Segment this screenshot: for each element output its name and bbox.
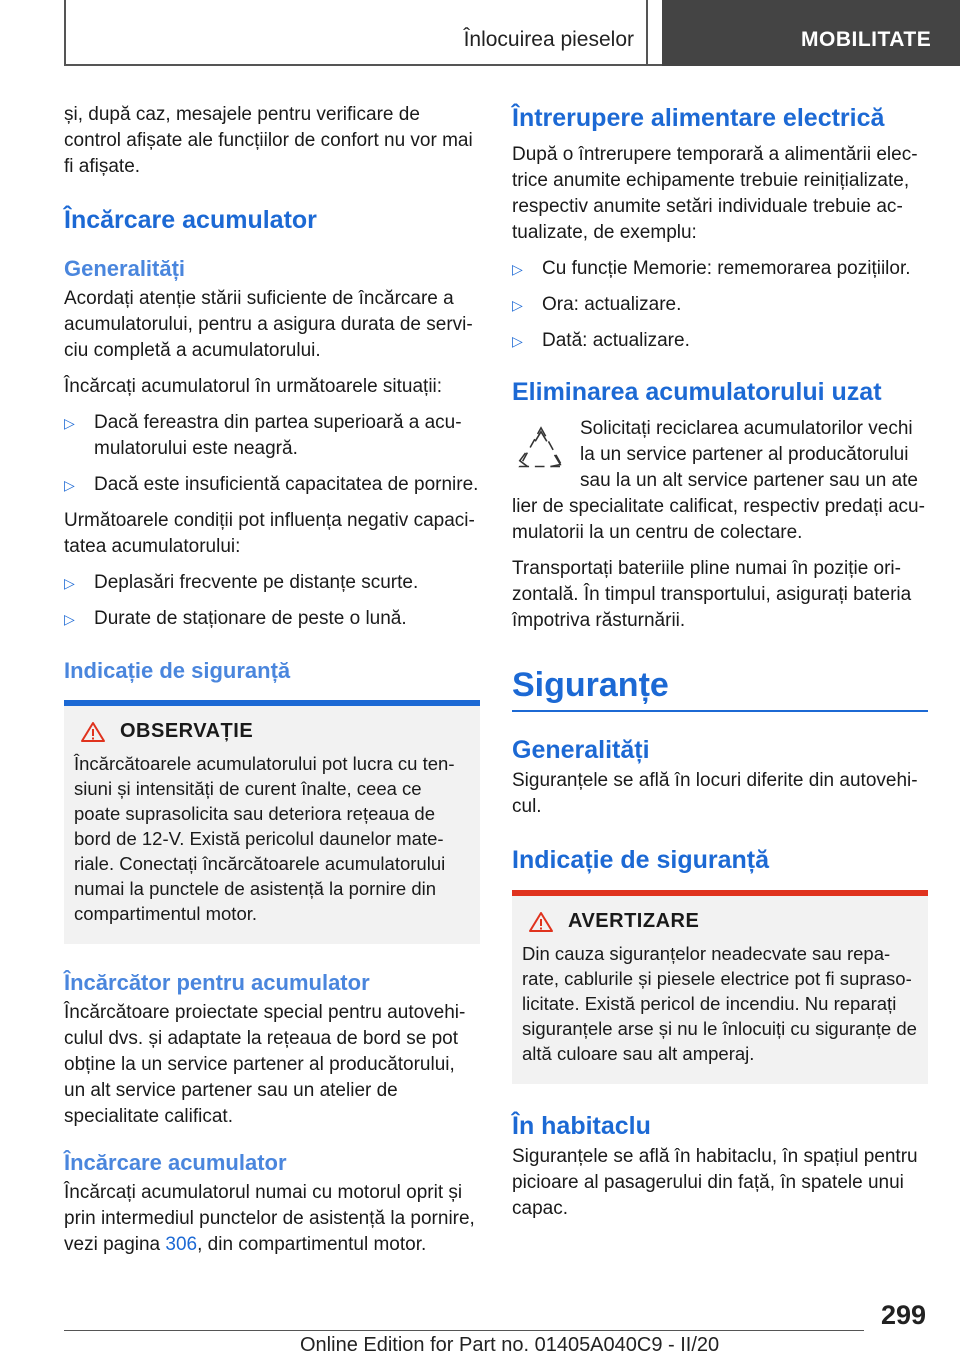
list-item: ▷ Dacă fereastra din partea superioară a acumulatorului este neagră.	[64, 412, 462, 459]
heading-fuses-safety: Indicație de siguranță	[512, 846, 770, 874]
chapter-tab	[64, 0, 648, 64]
recycle-icon	[512, 422, 570, 480]
triangle-bullet-icon: ▷	[64, 477, 75, 493]
chapter-tab-label: Înlocuirea pieselor	[463, 28, 634, 51]
paragraph-disposal-icon: Solicitați reciclarea acumulatorilor vechi la un service partener al producătorului sau la un alt service partener sau un ate	[580, 418, 918, 491]
heading-cabin: În habitaclu	[512, 1112, 651, 1140]
paragraph-situations: Încărcați acumulatorul în următoarele situații:	[64, 376, 443, 397]
paragraph-power: După o întrerupere temporară a alimentării electrice anumite echipamente trebuie reinițializate, respectiv anumite setări individuale trebuie actualizate, de exemplu:	[512, 144, 918, 243]
heading-safety: Indicație de siguranță	[64, 658, 291, 683]
triangle-bullet-icon: ▷	[64, 415, 75, 431]
section-tab	[662, 0, 960, 66]
warning-box	[512, 896, 928, 1084]
notice-title: OBSERVAȚIE	[120, 720, 254, 742]
list-item: ▷ Cu funcție Memorie: rememorarea pozițiilor.	[512, 256, 928, 282]
list-item: ▷ Deplasări frecvente pe distanțe scurte.	[64, 570, 480, 596]
triangle-bullet-icon: ▷	[512, 333, 523, 349]
heading-charger: Încărcător pentru acumulator	[64, 970, 370, 995]
list-item: ▷ Durate de staționare de peste o lună.	[64, 606, 480, 632]
paragraph-conditions: Următoarele condiții pot influența negativ capacitatea acumulatorului:	[64, 510, 475, 557]
intro-paragraph: și, după caz, mesajele pentru verificare de control afișate ale funcțiilor de confort nu vor mai fi afișate.	[64, 104, 473, 177]
paragraph-charger: Încărcătoare proiectate special pentru autovehiculul dvs. și adaptate la rețeaua de bord se pot obține la un service partener al producătorului, un alt service partener sau un atelier de specialitate calificat.	[64, 1002, 466, 1127]
paragraph-fuses-general: Siguranțele se află în locuri diferite din autovehicul.	[512, 770, 918, 817]
heading-fuses-general: Generalități	[512, 736, 650, 764]
heading-disposal: Eliminarea acumulatorului uzat	[512, 378, 882, 406]
triangle-bullet-icon: ▷	[64, 575, 75, 591]
paragraph-transport: Transportați bateriile pline numai în poziție orizontală. În timpul transportului, asigurați bateria împotriva răsturnării.	[512, 558, 912, 631]
list-item: ▷ Dată: actualizare.	[512, 328, 928, 354]
paragraph-general: Acordați atenție stării suficiente de încărcare a acumulatorului, pentru a asigura durata de serviciu completă a acumulatorului.	[64, 288, 473, 361]
warning-text: Din cauza siguranțelor neadecvate sau reparate, cablurile și piesele electrice pot fi suprasolicitate. Există pericol de incendiu. Nu reparați siguranțele arse și nu le înlocuiți cu siguranțe de altă culoare sau alt amperaj.	[522, 943, 917, 1064]
notice-box	[64, 706, 480, 944]
heading-charging: Încărcare acumulator	[64, 206, 317, 234]
page-number: 299	[880, 1300, 926, 1330]
triangle-bullet-icon: ▷	[512, 297, 523, 313]
footer-edition: Online Edition for Part no. 01405A040C9 - II/20	[300, 1334, 720, 1356]
warning-title: AVERTIZARE	[568, 910, 700, 932]
heading-charging-2: Încărcare acumulator	[64, 1150, 287, 1175]
warning-icon	[80, 721, 106, 743]
disposal-block	[512, 416, 928, 494]
left-column	[64, 100, 480, 1258]
triangle-bullet-icon: ▷	[64, 611, 75, 627]
fuses-rule	[512, 710, 928, 712]
notice-text: Încărcătoarele acumulatorului pot lucra cu tensiuni și intensități de curent înalte, ceea ce poate suprasolicita sau deteriora rețeaua de bord de 12-V. Există pericolul daunelor materiale. Conectați încărcătoarele acumulatorului numai la punctele de asistență la pornire din compartimentul motor.	[74, 753, 455, 924]
section-tab-label: MOBILITATE	[801, 28, 932, 51]
heading-power-interruption: Întrerupere alimentare electrică	[512, 104, 885, 132]
list-item: ▷ Dacă este insuficientă capacitatea de pornire.	[64, 472, 480, 498]
heading-fuses: Siguranțe	[512, 666, 669, 704]
heading-general: Generalități	[64, 256, 186, 281]
list-item: ▷ Ora: actualizare.	[512, 292, 928, 318]
right-column	[512, 100, 928, 1222]
triangle-bullet-icon: ▷	[512, 261, 523, 277]
warning-icon	[528, 911, 554, 933]
paragraph-charging-2: Încărcați acumulatorul numai cu motorul oprit și prin intermediul punctelor de asistență la pornire, vezi pagina 306, din compartimentul motor.	[64, 1182, 475, 1255]
paragraph-cabin: Siguranțele se află în habitaclu, în spațiul pentru picioare al pasagerului din față, în spatele unui capac.	[512, 1146, 918, 1219]
footer-rule	[64, 1330, 864, 1331]
paragraph-disposal-rest: lier de specialitate calificat, respectiv predați acumulatorii la un centru de colectare.	[512, 496, 925, 543]
page-link[interactable]: 306	[165, 1234, 198, 1255]
